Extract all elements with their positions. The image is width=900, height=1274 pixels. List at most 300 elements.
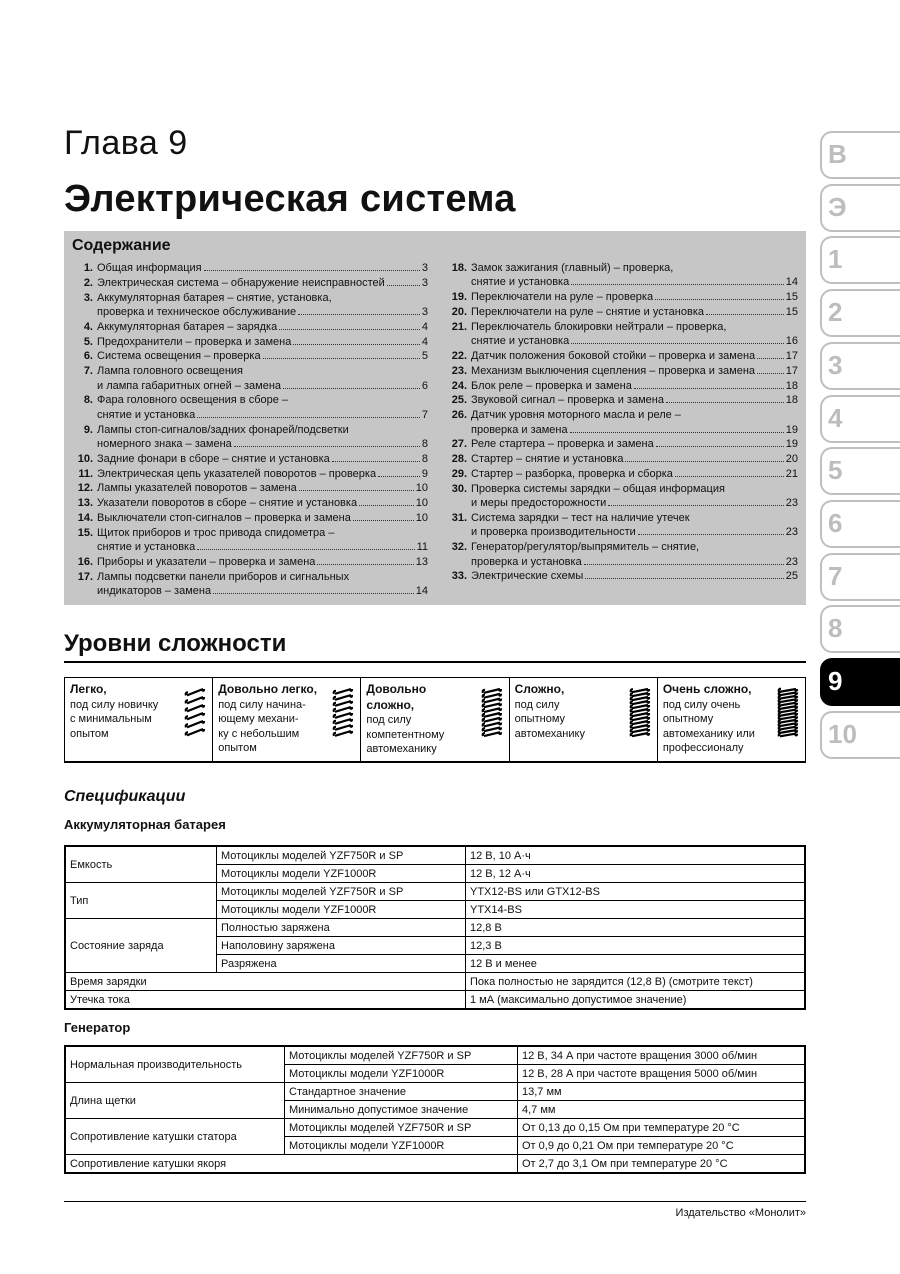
toc-item-text [471,569,798,583]
wrench-rating-icon [184,686,206,738]
toc-item[interactable] [444,569,798,583]
spec-param: Сопротивление катушки статора [65,1119,285,1155]
toc-item[interactable] [70,261,428,275]
toc-line [471,408,798,422]
chapter-tab-label: 10 [828,718,857,749]
toc-page-number: 8 [421,438,428,450]
toc-line-text: Лампы стоп-сигналов/задних фонарей/подсветки [97,423,349,436]
toc-item-text [471,408,798,437]
toc-item-number: 7. [83,365,93,378]
difficulty-level [65,678,213,761]
toc-item-number: 10. [77,452,93,465]
spec-row [65,991,805,1010]
toc-leader-dots [571,284,784,285]
toc-line-text: Переключатели на руле – проверка [471,291,654,304]
chapter-tab-label: 5 [828,455,843,486]
toc-line-text: снятие и установка [471,335,570,348]
toc-line-text: Стартер – снятие и установка [471,453,624,466]
toc-item-number: 29. [451,467,467,480]
publisher-footer: Издательство «Монолит» [675,1207,806,1219]
spec-condition: Мотоциклы моделей YZF750R и SP [217,846,466,865]
spec-row [65,973,805,991]
toc-item-number: 16. [77,555,93,568]
toc-line [471,467,798,481]
toc-item-text [97,511,428,525]
toc-item[interactable] [70,452,428,466]
toc-item-number: 4. [83,320,93,333]
toc-line [97,481,428,495]
difficulty-levels [64,677,806,763]
toc-item-text [97,349,428,363]
chapter-tab[interactable] [820,500,900,548]
toc-item-number: 28. [451,453,467,466]
difficulty-level-desc: профессионалу [662,742,744,754]
toc-item-text [97,335,428,349]
toc-leader-dots [263,358,420,359]
toc-leader-dots [299,490,414,491]
toc-item[interactable] [70,349,428,363]
toc-line [471,275,798,289]
toc-item-text [471,437,798,451]
toc-item-text [471,261,798,290]
difficulty-level-desc: опытом [218,742,257,754]
toc-page-number: 17 [785,350,798,362]
chapter-tab[interactable] [820,711,900,759]
difficulty-level-title: Легко, [70,682,107,696]
toc-line [97,496,428,510]
toc-item-number: 15. [77,526,93,539]
toc-leader-dots [585,578,783,579]
toc-item[interactable] [70,526,428,555]
toc-leader-dots [675,476,784,477]
spec-condition: Мотоциклы модели YZF1000R [217,865,466,883]
spec-condition: Мотоциклы модели YZF1000R [217,901,466,919]
toc-line-text: Проверка системы зарядки – общая информация [471,482,725,495]
toc-item-number: 6. [83,350,93,363]
chapter-tab[interactable] [820,447,900,495]
toc-item-text [97,261,428,275]
toc-item[interactable] [444,452,798,466]
difficulty-level-title: Довольно [366,682,427,696]
toc-item-text [471,511,798,540]
difficulty-level-desc: опытом [70,727,109,740]
toc-page-number: 7 [421,408,428,421]
toc-page-number: 19 [785,438,798,451]
toc-line-text: Щиток приборов и трос привода спидометра – [97,526,335,539]
generator-title: Генератор [64,1020,131,1035]
difficulty-level [510,678,658,761]
toc-line-text: Указатели поворотов в сборе – снятие и установка [97,497,358,510]
difficulty-level-desc: опытному [662,713,714,725]
toc-item[interactable] [70,496,428,510]
toc-page-number: 8 [421,452,428,465]
toc-page-number: 19 [785,423,798,436]
spec-value: 12,3 В [466,937,806,955]
toc-item-text [471,393,798,407]
toc-page-number: 21 [785,467,798,480]
toc-item-text [97,526,428,555]
toc-line-text: Аккумуляторная батарея – зарядка [97,320,278,333]
toc-item[interactable] [70,335,428,349]
spec-row [65,919,805,937]
spec-value: 12 В и менее [466,955,806,973]
toc-item-text [97,276,428,290]
toc-line [471,364,798,378]
toc-line [471,379,798,393]
toc-item-number: 32. [451,541,467,554]
toc-line [97,570,428,584]
toc-item-number: 24. [451,379,467,392]
spec-value: От 0,9 до 0,21 Ом при температуре 20 °С [518,1137,806,1155]
toc-line-text: Общая информация [97,262,202,274]
toc-item[interactable] [70,423,428,452]
toc-item-number: 5. [83,335,93,348]
toc-line [97,393,428,407]
toc-leader-dots [625,461,783,462]
toc-item[interactable] [70,511,428,525]
toc-line [97,305,428,319]
toc-page-number: 17 [785,364,798,377]
toc-page-number: 15 [785,306,798,318]
toc-item[interactable] [70,555,428,569]
chapter-tab-label: 2 [828,297,843,328]
toc-leader-dots [757,358,784,359]
toc-line-text: и меры предосторожности [471,497,607,510]
spec-condition: Разряжена [217,955,466,973]
toc-item-text [97,320,428,334]
toc-line [97,261,428,275]
spec-row [65,1155,805,1174]
toc-line [97,452,428,466]
spec-param: Состояние заряда [65,919,217,973]
difficulty-level-desc: автомеханику [366,743,437,755]
toc-item[interactable] [444,364,798,378]
toc-line-text: Система освещения – проверка [97,350,261,363]
toc-page-number: 23 [785,555,798,568]
footer-divider [64,1201,806,1202]
toc-leader-dots [656,446,784,447]
toc-line-text: и проверка производительности [471,526,636,539]
toc-leader-dots [234,446,420,447]
toc-item-text [97,496,428,510]
spec-param: Длина щетки [65,1083,285,1119]
toc-leader-dots [584,564,784,565]
chapter-tab[interactable] [820,395,900,443]
toc-item-text [97,452,428,466]
toc-item-text [97,393,428,422]
toc-item[interactable] [70,467,428,481]
toc-line-text: Генератор/регулятор/выпрямитель – снятие, [471,541,700,554]
toc-leader-dots [666,402,784,403]
toc-page-number: 10 [415,497,428,510]
toc-page-number: 6 [421,379,428,392]
toc-item-text [471,290,798,304]
toc-item-text [471,364,798,378]
toc-leader-dots [608,505,783,506]
toc-item[interactable] [70,393,428,422]
spec-condition: Мотоциклы модели YZF1000R [285,1065,518,1083]
toc-item[interactable] [444,511,798,540]
chapter-label: Глава 9 [64,124,188,162]
toc-page-number: 5 [421,350,428,363]
toc-item[interactable] [444,379,798,393]
toc-line [97,540,428,554]
toc-item[interactable] [444,305,798,319]
toc-line [471,305,798,319]
spec-value: YTX14-BS [466,901,806,919]
toc-line-text: Звуковой сигнал – проверка и замена [471,394,664,407]
toc-page-number: 23 [785,497,798,510]
toc-line-text: Блок реле – проверка и замена [471,379,632,392]
difficulty-level-desc: под силу очень [662,698,741,711]
spec-param: Время зарядки [65,973,466,991]
spec-value: 4,7 мм [518,1101,806,1119]
toc-leader-dots [655,299,784,300]
toc-item[interactable] [444,437,798,451]
chapter-tab-label: 6 [828,507,843,538]
toc-line-text: снятие и установка [471,276,570,289]
toc-line [471,496,798,510]
toc-line-text: Задние фонари в сборе – снятие и установка [97,452,330,465]
toc-item[interactable] [444,408,798,437]
toc-line [471,452,798,466]
toc-leader-dots [387,285,420,286]
toc-item-number: 11. [78,467,93,480]
toc-leader-dots [197,417,420,418]
toc-item-number: 33. [451,570,467,583]
toc-leader-dots [638,534,784,535]
chapter-tab-label: 9 [828,666,843,696]
toc-line [97,467,428,481]
toc-item[interactable] [70,276,428,290]
difficulty-level-desc: под силу [366,714,412,726]
toc-item-number: 30. [451,482,467,495]
chapter-tab-label: 1 [828,244,843,275]
difficulty-level [213,678,361,761]
toc-leader-dots [359,505,414,506]
toc-item-number: 1. [83,262,93,274]
toc-item[interactable] [444,290,798,304]
toc-item[interactable] [70,570,428,599]
toc-line-text: проверка и техническое обслуживание [97,306,297,318]
toc-leader-dots [213,593,414,594]
spec-condition: Наполовину заряжена [217,937,466,955]
spec-condition: Полностью заряжена [217,919,466,937]
toc-item[interactable] [444,467,798,481]
chapter-tab[interactable] [820,131,900,179]
toc-page-number: 3 [421,306,428,318]
toc-leader-dots [706,314,784,315]
toc-line-text: Датчик уровня моторного масла и реле – [471,409,681,422]
spec-value: 12 В, 12 А·ч [466,865,806,883]
chapter-tab-label: 7 [828,560,843,591]
toc-line [471,334,798,348]
difficulty-level-title: Очень сложно, [662,682,752,696]
toc-page-number: 3 [421,276,428,289]
chapter-tab-label: 4 [828,402,843,433]
toc-leader-dots [298,314,420,315]
toc-item[interactable] [444,393,798,407]
toc-item-number: 13. [77,497,93,510]
toc-line-text: Механизм выключения сцепления – проверка и замена [471,364,756,377]
toc-line [471,393,798,407]
toc-page-number: 13 [415,555,428,568]
toc-page-number: 25 [785,570,798,583]
difficulty-level-title-cont: сложно, [366,697,415,712]
toc-line-text: Лампы указателей поворотов – замена [97,482,297,495]
toc-item[interactable] [70,320,428,334]
difficulty-level-desc: под силу [514,698,560,711]
chapter-tab[interactable] [820,289,900,337]
toc-line [97,584,428,598]
chapter-tab[interactable] [820,184,900,232]
difficulty-level-desc: под силу новичку [70,698,159,711]
toc-item-number: 25. [451,394,467,407]
toc-page-number: 16 [785,335,798,348]
toc-item-text [471,349,798,363]
spec-condition: Мотоциклы моделей YZF750R и SP [285,1046,518,1065]
toc-line-text: Лампы подсветки панели приборов и сигнальных [97,570,350,583]
toc-line-text: индикаторов – замена [97,585,212,598]
toc-page-number: 10 [415,482,428,495]
toc-line-text: проверка и замена [471,423,568,436]
toc-item-text [97,570,428,599]
toc-leader-dots [283,388,420,389]
toc-item-number: 17. [77,570,93,583]
difficulty-level-desc: ку с небольшим [218,727,300,740]
toc-line [97,408,428,422]
spec-value: 12 В, 10 А·ч [466,846,806,865]
toc-page-number: 18 [785,379,798,392]
toc-item-text [97,467,428,481]
toc-line-text: Замок зажигания (главный) – проверка, [471,262,674,274]
toc-line [97,291,428,305]
spec-value: От 2,7 до 3,1 Ом при температуре 20 °С [518,1155,806,1174]
toc-line-text: Переключатели на руле – снятие и установка [471,306,704,318]
toc-line [471,482,798,496]
toc-item[interactable] [444,540,798,569]
toc-item[interactable] [70,481,428,495]
toc-item-number: 26. [451,409,467,422]
toc-line-text: Электрические схемы [471,570,584,583]
toc-line [97,349,428,363]
difficulty-level-desc: ющему механи- [218,713,299,725]
spec-value: 12 В, 34 А при частоте вращения 3000 об/мин [518,1046,806,1065]
toc-left-column [70,261,428,599]
toc-line-text: снятие и установка [97,541,196,554]
spec-value: YTX12-BS или GTX12-BS [466,883,806,901]
difficulty-level [361,678,509,761]
toc-page-number: 14 [785,276,798,289]
toc-item-text [471,305,798,319]
spec-value: 12 В, 28 А при частоте вращения 5000 об/мин [518,1065,806,1083]
toc-page-number: 15 [785,291,798,304]
table-of-contents [64,231,806,605]
toc-item[interactable] [444,349,798,363]
toc-leader-dots [204,270,420,271]
toc-line-text: Приборы и указатели – проверка и замена [97,555,316,568]
chapter-tab[interactable] [820,658,900,706]
spec-param: Сопротивление катушки якоря [65,1155,518,1174]
toc-line-text: Выключатели стоп-сигналов – проверка и замена [97,511,351,524]
toc-line-text: Переключатель блокировки нейтрали – проверка, [471,320,727,333]
toc-line [471,320,798,334]
spec-condition: Мотоциклы модели YZF1000R [285,1137,518,1155]
difficulty-level-desc: автомеханику или [662,727,755,740]
toc-line [97,335,428,349]
toc-line [97,511,428,525]
difficulty-level-title: Сложно, [514,682,565,696]
toc-item-text [471,452,798,466]
toc-item-number: 9. [83,423,93,436]
generator-spec-table [64,1045,806,1174]
toc-leader-dots [332,461,420,462]
toc-page-number: 9 [421,467,428,480]
spec-value: 12,8 В [466,919,806,937]
toc-item-number: 22. [451,350,467,362]
chapter-tab[interactable] [820,605,900,653]
spec-value: Пока полностью не зарядится (12,8 В) (смотрите текст) [466,973,806,991]
toc-item-text [97,555,428,569]
toc-item-number: 12. [77,482,93,495]
toc-leader-dots [317,564,413,565]
spec-condition: Мотоциклы моделей YZF750R и SP [217,883,466,901]
toc-line-text: Электрическая система – обнаружение неисправностей [97,276,385,289]
difficulty-level-desc: с минимальным [70,713,152,725]
difficulty-level-desc: опытному [514,713,566,725]
toc-page-number: 18 [785,394,798,407]
toc-leader-dots [293,344,420,345]
toc-line-text: снятие и установка [97,408,196,421]
toc-line-text: Фара головного освещения в сборе – [97,394,289,407]
toc-line [471,555,798,569]
spec-row [65,846,805,865]
chapter-tab-label: 3 [828,349,843,380]
toc-line [471,349,798,363]
toc-item-number: 19. [451,291,467,304]
toc-item[interactable] [70,364,428,393]
chapter-tab[interactable] [820,236,900,284]
toc-line-text: проверка и установка [471,555,582,568]
toc-item-text [471,482,798,511]
toc-item-text [97,481,428,495]
toc-line-text: Лампа головного освещения [97,365,243,378]
toc-leader-dots [570,432,784,433]
toc-line-text: Предохранители – проверка и замена [97,335,292,348]
toc-item[interactable] [444,320,798,349]
wrench-rating-icon [332,686,354,738]
toc-line-text: Стартер – разборка, проверка и сборка [471,467,673,480]
toc-item[interactable] [444,482,798,511]
difficulty-level-desc: под силу начина- [218,698,306,711]
specs-title: Спецификации [64,788,186,805]
toc-line [471,437,798,451]
toc-line [471,290,798,304]
spec-row [65,883,805,901]
toc-item[interactable] [70,291,428,320]
spec-value: От 0,13 до 0,15 Ом при температуре 20 °С [518,1119,806,1137]
toc-item[interactable] [444,261,798,290]
difficulty-level [658,678,805,761]
chapter-tab[interactable] [820,553,900,601]
toc-leader-dots [353,520,414,521]
toc-leader-dots [571,343,784,344]
chapter-tab[interactable] [820,342,900,390]
spec-row [65,1119,805,1137]
toc-line [471,540,798,554]
chapter-tab-label: 8 [828,613,843,644]
battery-spec-table [64,845,806,1010]
